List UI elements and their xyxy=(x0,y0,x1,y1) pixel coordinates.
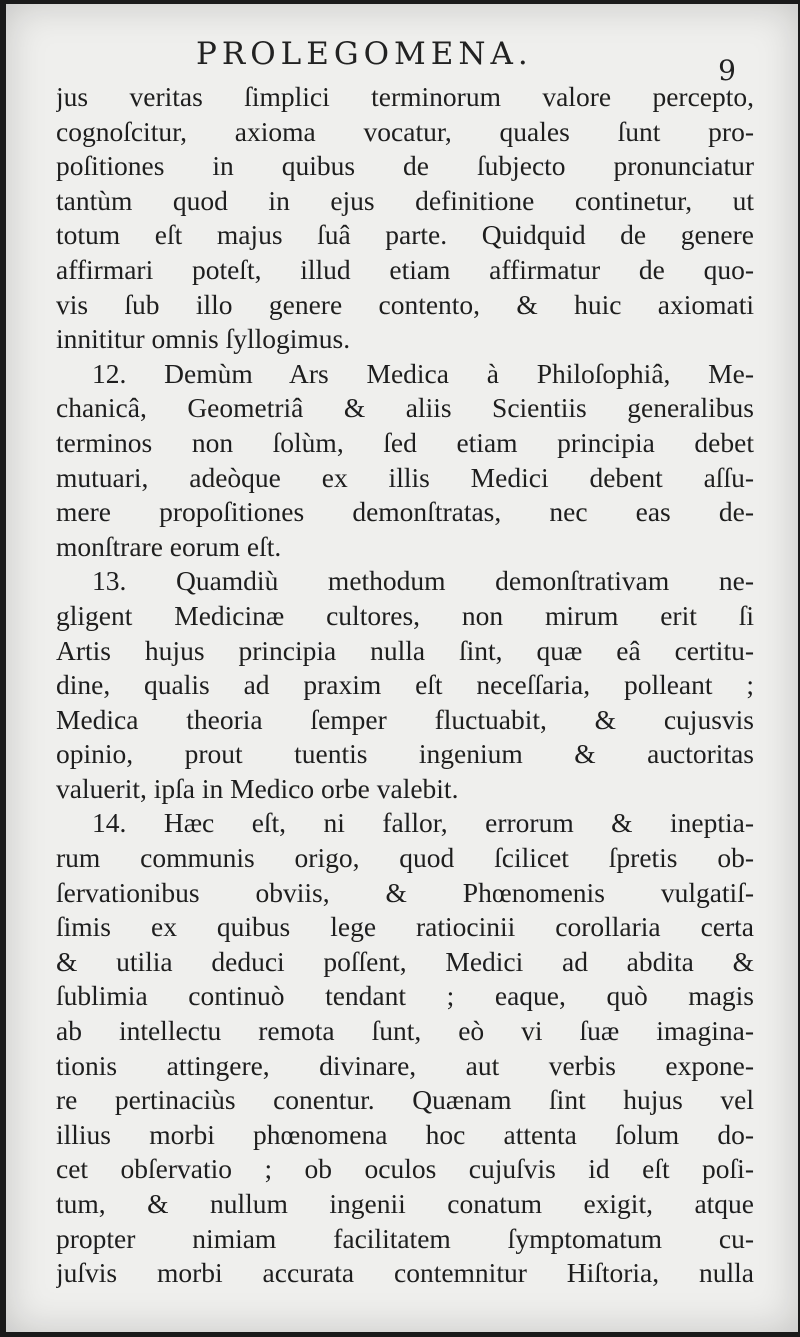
text-line: tionis attingere, divinare, aut verbis expone- xyxy=(56,1049,754,1081)
text-line: mutuari, adeòque ex illis Medici debent aſſu- xyxy=(56,461,754,493)
text-line: affirmari poteſt, illud etiam affirmatur de quo- xyxy=(56,253,754,285)
text-line: cet obſervatio ; ob oculos cujuſvis id eſt poſi- xyxy=(56,1153,754,1185)
text-line: tantùm quod in ejus definitione continetur, ut xyxy=(56,184,754,216)
text-line: totum eſt majus ſuâ parte. Quidquid de genere xyxy=(56,219,754,251)
text-line: propter nimiam facilitatem ſymptomatum cu- xyxy=(56,1222,754,1254)
text-line: terminos non ſolùm, ſed etiam principia debet xyxy=(56,426,754,458)
text-line: poſitiones in quibus de ſubjecto pronunciatur xyxy=(56,150,754,182)
text-line: dine, qualis ad praxim eſt neceſſaria, polleant ; xyxy=(56,669,754,701)
text-line: Artis hujus principia nulla ſint, quæ eâ certitu- xyxy=(56,634,754,666)
page-number: 9 xyxy=(718,54,736,87)
running-head: PROLEGOMENA. xyxy=(196,36,533,72)
text-line: ſervationibus obviis, & Phœnomenis vulgatiſ- xyxy=(56,876,754,908)
text-line: innititur omnis ſyllogimus. xyxy=(56,323,351,355)
text-line: valuerit, ipſa in Medico orbe valebit. xyxy=(56,772,459,804)
text-line: gligent Medicinæ cultores, non mirum erit ſi xyxy=(56,599,754,631)
text-line: jus veritas ſimplici terminorum valore percepto, xyxy=(56,81,754,112)
text-line: vis ſub illo genere contento, & huic axiomati xyxy=(56,288,754,320)
body-text xyxy=(56,80,754,1291)
text-line: chanicâ, Geometriâ & aliis Scientiis generalibus xyxy=(56,392,754,424)
text-line: illius morbi phœnomena hoc attenta ſolum do- xyxy=(56,1118,754,1150)
book-page xyxy=(6,4,798,1332)
text-line: Medica theoria ſemper fluctuabit, & cujusvis xyxy=(56,703,754,735)
text-line: & utilia deduci poſſent, Medici ad abdita & xyxy=(56,945,754,977)
text-line: ſublimia continuò tendant ; eaque, quò magis xyxy=(56,980,754,1012)
paragraph-start-13: 13. Quamdiù methodum demonſtrativam ne- xyxy=(92,565,754,597)
text-line: tum, & nullum ingenii conatum exigit, atque xyxy=(56,1188,754,1219)
text-line: ab intellectu remota ſunt, eò vi ſuæ imagina- xyxy=(56,1015,754,1047)
paragraph-start-14: 14. Hæc eſt, ni fallor, errorum & ineptia- xyxy=(92,807,754,839)
paragraph-start-12: 12. Demùm Ars Medica à Philoſophiâ, Me- xyxy=(92,357,754,389)
text-line: re pertinaciùs conentur. Quænam ſint hujus vel xyxy=(56,1084,754,1116)
text-line: monſtrare eorum eſt. xyxy=(56,530,282,562)
text-line: opinio, prout tuentis ingenium & auctoritas xyxy=(56,738,754,770)
text-line: rum communis origo, quod ſcilicet ſpretis ob- xyxy=(56,842,754,874)
text-line: mere propoſitiones demonſtratas, nec eas de- xyxy=(56,496,754,528)
text-line: ſimis ex quibus lege ratiocinii corollaria certa xyxy=(56,911,754,943)
text-line: cognoſcitur, axioma vocatur, quales ſunt pro- xyxy=(56,115,754,147)
text-line: juſvis morbi accurata contemnitur Hiſtoria, nulla xyxy=(56,1257,754,1289)
page-header xyxy=(6,34,798,87)
